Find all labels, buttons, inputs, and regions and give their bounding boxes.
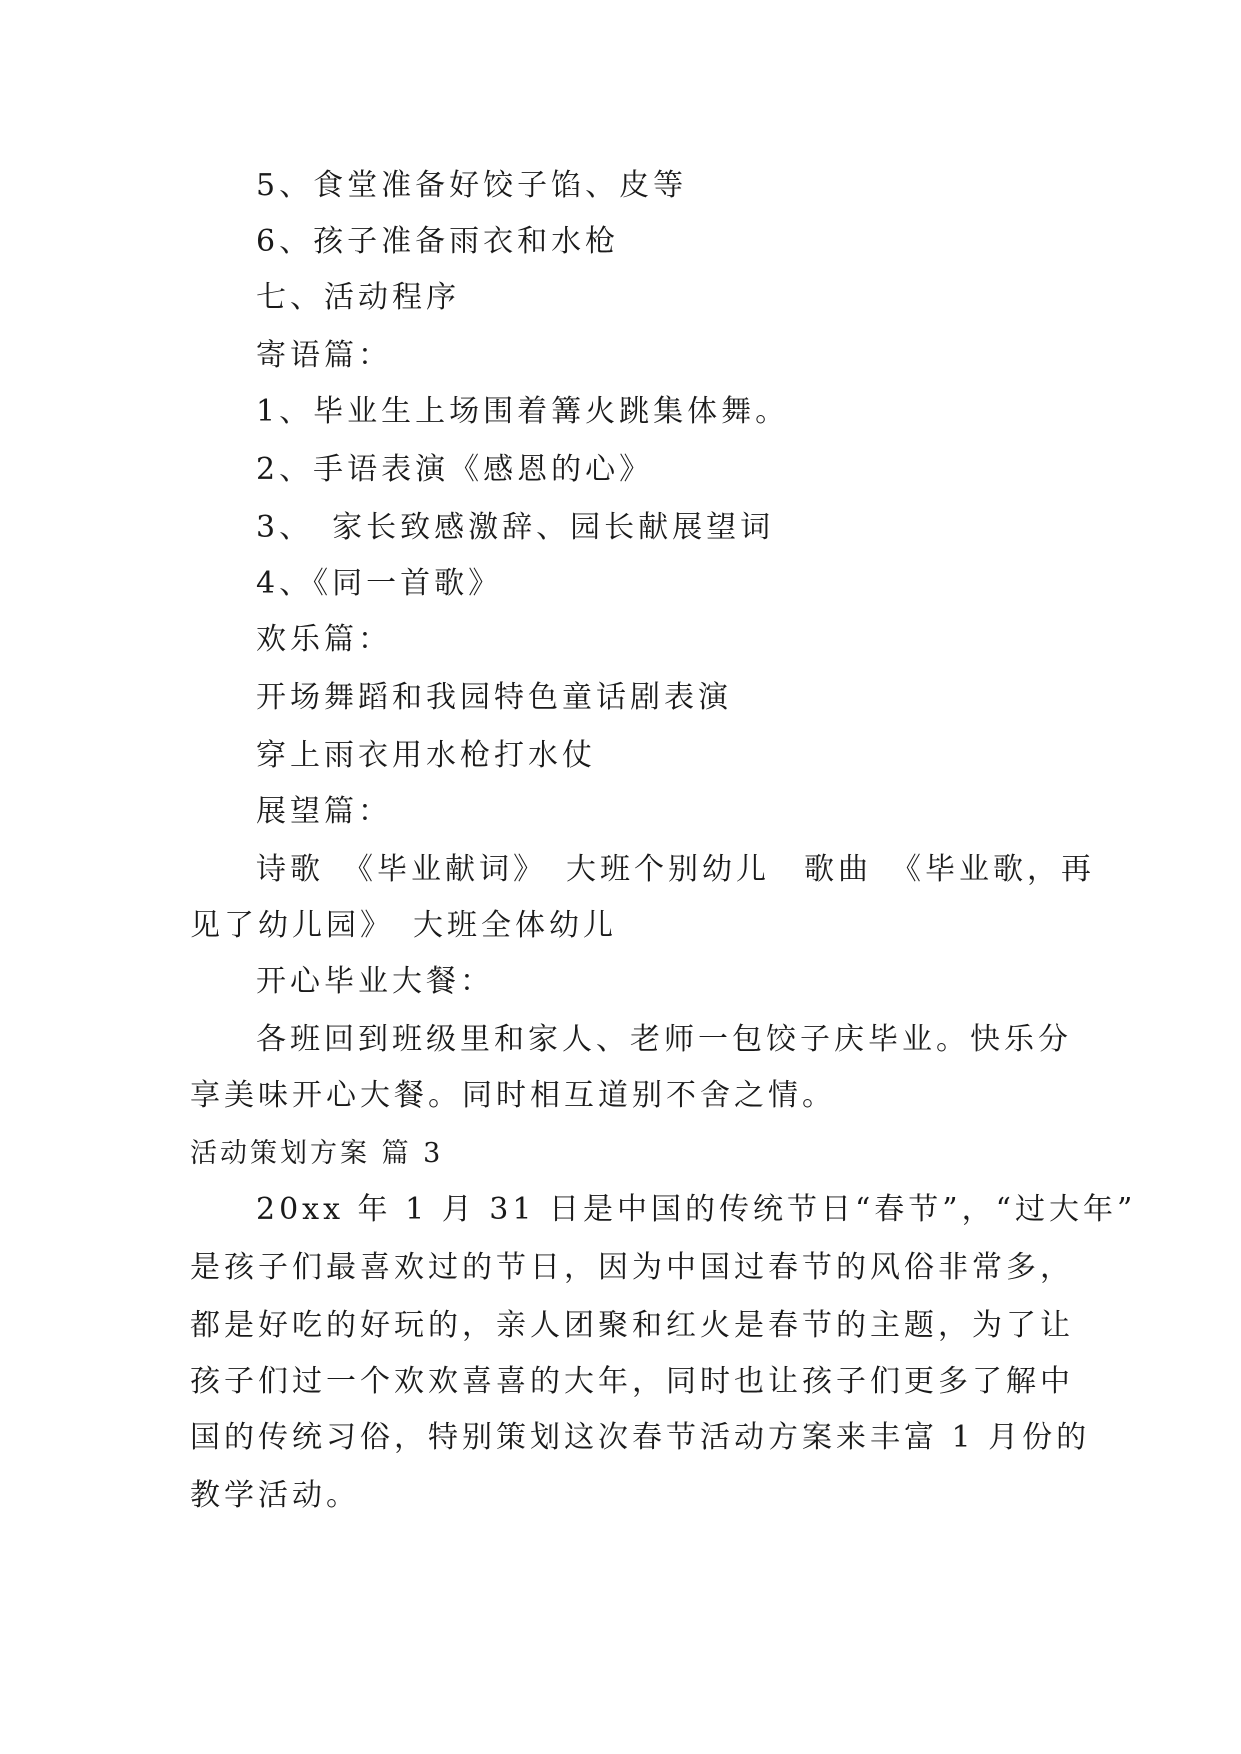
text-line: 都是好吃的好玩的，亲人团聚和红火是春节的主题，为了让: [190, 1308, 1074, 1343]
text-line: 诗歌 《毕业献词》 大班个别幼儿 歌曲 《毕业歌，再: [256, 852, 1095, 887]
subsection-heading: 展望篇：: [256, 794, 392, 829]
text-line: 享美味开心大餐。同时相互道别不舍之情。: [190, 1078, 836, 1113]
text-line: 孩子们过一个欢欢喜喜的大年，同时也让孩子们更多了解中: [190, 1364, 1074, 1399]
text-line: 1、毕业生上场围着篝火跳集体舞。: [256, 394, 790, 429]
subsection-heading: 欢乐篇：: [256, 622, 392, 657]
text-line: 20xx 年 1 月 31 日是中国的传统节日“春节”，“过大年”: [256, 1192, 1137, 1227]
text-line: 穿上雨衣用水枪打水仗: [256, 738, 596, 773]
text-line: 各班回到班级里和家人、老师一包饺子庆毕业。快乐分: [256, 1022, 1072, 1057]
text-line: 4、《同一首歌》: [256, 566, 503, 601]
text-line: 3、 家长致感激辞、园长献展望词: [256, 510, 775, 545]
text-line: 2、手语表演《感恩的心》: [256, 452, 654, 487]
subsection-heading: 开心毕业大餐：: [256, 964, 494, 999]
text-line: 国的传统习俗，特别策划这次春节活动方案来丰富 1 月份的: [190, 1420, 1091, 1455]
subsection-heading: 寄语篇：: [256, 338, 392, 373]
text-line: 是孩子们最喜欢过的节日，因为中国过春节的风俗非常多，: [190, 1250, 1074, 1285]
article-heading: 活动策划方案 篇 3: [190, 1138, 444, 1169]
text-line: 教学活动。: [190, 1478, 360, 1513]
text-line: 见了幼儿园》 大班全体幼儿: [190, 908, 617, 943]
text-line: 5、食堂准备好饺子馅、皮等: [256, 168, 688, 203]
section-heading: 七、活动程序: [256, 280, 460, 315]
text-line: 6、孩子准备雨衣和水枪: [256, 224, 620, 259]
text-line: 开场舞蹈和我园特色童话剧表演: [256, 680, 732, 715]
